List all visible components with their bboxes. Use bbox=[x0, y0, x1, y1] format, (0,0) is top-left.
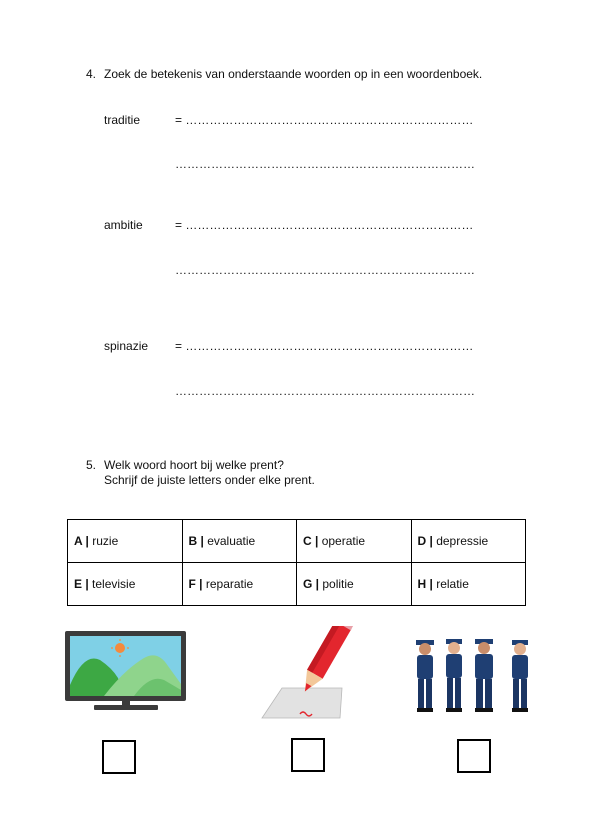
option-d: D | depressie bbox=[411, 520, 526, 563]
answer-box-tv[interactable] bbox=[102, 740, 136, 774]
answer-line-ambitie-1[interactable]: = ……………………………………………………………… bbox=[175, 218, 474, 232]
answer-line-traditie-2[interactable]: ………………………………………………………………… bbox=[175, 157, 475, 171]
options-row bbox=[68, 563, 526, 606]
word-traditie: traditie bbox=[104, 113, 141, 127]
police-officer-2 bbox=[446, 639, 462, 712]
option-b: B | evaluatie bbox=[182, 520, 297, 563]
answer-box-pencil[interactable] bbox=[291, 738, 325, 772]
option-g: G | politie bbox=[297, 563, 412, 606]
tv-picture bbox=[64, 630, 188, 712]
question-5-number: 5. bbox=[86, 458, 97, 472]
option-c: C | operatie bbox=[297, 520, 412, 563]
question-5-prompt-line-2: Schrijf de juiste letters onder elke prent. bbox=[104, 473, 315, 487]
option-f: F | reparatie bbox=[182, 563, 297, 606]
police-officer-1 bbox=[416, 640, 434, 712]
word-spinazie: spinazie bbox=[104, 339, 149, 353]
police-officer-4 bbox=[512, 640, 528, 712]
question-4-prompt: Zoek de betekenis van onderstaande woorden op in een woordenboek. bbox=[104, 67, 483, 81]
question-4-number: 4. bbox=[86, 67, 97, 81]
police-officer-3 bbox=[475, 639, 493, 712]
police-picture bbox=[413, 636, 537, 714]
question-5-prompt-line-1: Welk woord hoort bij welke prent? bbox=[104, 458, 284, 472]
answer-box-police[interactable] bbox=[457, 739, 491, 773]
answer-line-spinazie-1[interactable]: = ……………………………………………………………… bbox=[175, 339, 474, 353]
option-a: A | ruzie bbox=[68, 520, 183, 563]
pencil-picture bbox=[260, 626, 360, 720]
option-h: H | relatie bbox=[411, 563, 526, 606]
answer-line-spinazie-2[interactable]: ………………………………………………………………… bbox=[175, 384, 475, 398]
word-ambitie: ambitie bbox=[104, 218, 143, 232]
option-e: E | televisie bbox=[68, 563, 183, 606]
answer-line-traditie-1[interactable]: = ……………………………………………………………… bbox=[175, 113, 474, 127]
options-row bbox=[68, 520, 526, 563]
answer-line-ambitie-2[interactable]: ………………………………………………………………… bbox=[175, 263, 475, 277]
options-table bbox=[67, 519, 526, 606]
